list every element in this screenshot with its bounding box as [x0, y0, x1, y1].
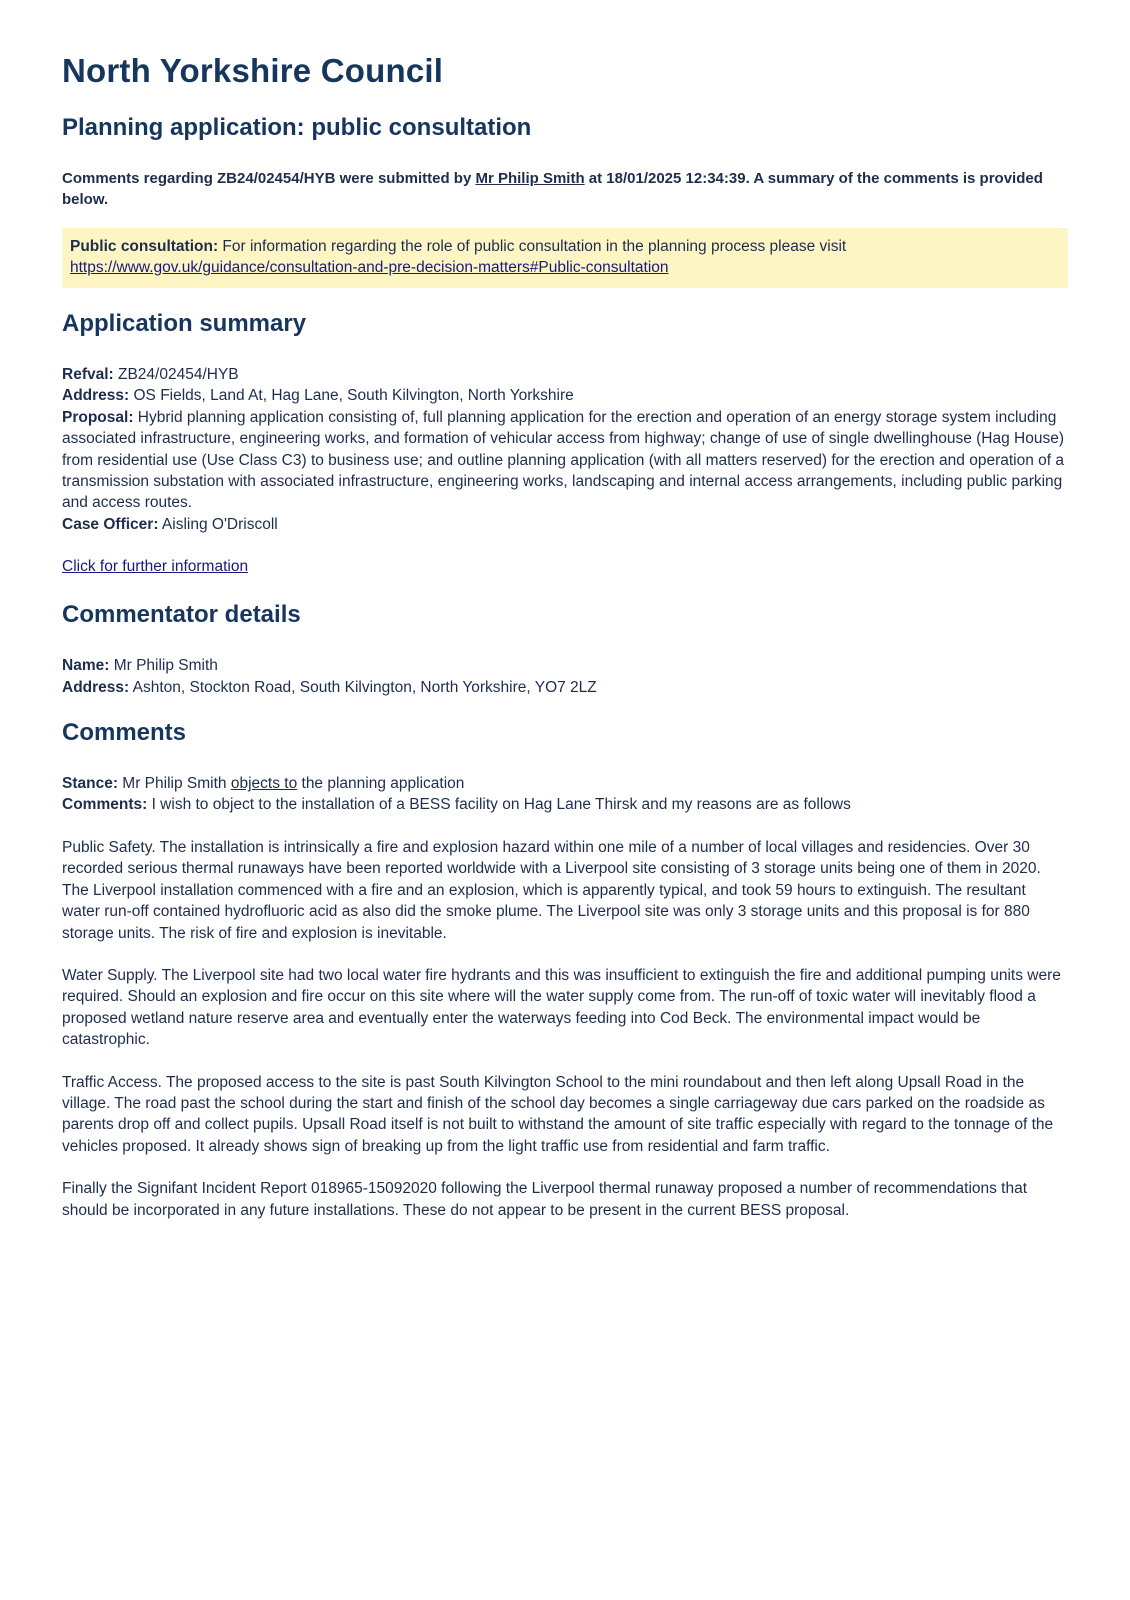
comments-label: Comments:: [62, 796, 148, 814]
submission-intro: [62, 168, 1068, 210]
commentator-details-heading: Commentator details: [62, 601, 301, 629]
refval-row: [62, 364, 1068, 385]
notice-label: Public consultation:: [70, 238, 219, 255]
address-value: OS Fields, Land At, Hag Lane, South Kilvington, North Yorkshire: [129, 387, 574, 405]
address-row: [62, 385, 1068, 406]
stance-row: [62, 773, 1068, 794]
case-officer-value: Aisling O'Driscoll: [158, 515, 278, 533]
commentator-address-row: [62, 677, 1068, 698]
commentator-details: [62, 655, 1068, 698]
proposal-value: Hybrid planning application consisting of, full planning application for the erection and operation of an energy storage system including associated infrastructure, engineering works, and formation of vehicular access from highway; change of use of single dwellinghouse (Hag House) from residential use (Use Class C3) to business use; and outline planning application (with all matters reserved) for the erection and operation of a transmission substation with associated infrastructure, engineering works, landscaping and internal access arrangements, including public parking and access routes.: [62, 408, 1065, 512]
proposal-row: [62, 407, 1068, 514]
refval-value: ZB24/02454/HYB: [113, 366, 239, 383]
stance-prefix: Mr Philip Smith: [118, 775, 231, 793]
stance-suffix: the planning application: [297, 775, 465, 793]
case-officer-row: [62, 514, 1068, 535]
refval-label: Refval:: [62, 366, 114, 383]
name-label: Name:: [62, 657, 110, 675]
intro-suffix: at 18/01/2025 12:34:39. A summary of the comments is provided below.: [62, 170, 1043, 208]
comments-intro: I wish to object to the installation of a BESS facility on Hag Lane Thirsk and my reasons are as follows: [147, 796, 851, 814]
public-consultation-notice: [62, 228, 1068, 288]
address-label: Address:: [62, 387, 130, 405]
intro-prefix: Comments regarding ZB24/02454/HYB were submitted by: [62, 170, 476, 187]
submitter-link[interactable]: Mr Philip Smith: [475, 170, 585, 187]
page-subtitle: Planning application: public consultation: [62, 114, 532, 141]
name-value: Mr Philip Smith: [109, 657, 218, 675]
notice-text: For information regarding the role of public consultation in the planning process please visit: [218, 238, 847, 255]
application-summary-heading: Application summary: [62, 310, 307, 337]
further-information-link[interactable]: Click for further information: [62, 558, 249, 576]
comment-paragraph-finally: Finally the Signifant Incident Report 018965-15092020 following the Liverpool thermal runaway proposed a number of recommendations that should be incorporated in any future installations. These do not appear to be present in the current BESS proposal.: [62, 1180, 1028, 1219]
stance-label: Stance:: [62, 775, 118, 793]
case-officer-label: Case Officer:: [62, 515, 159, 533]
comments-heading: Comments: [62, 719, 187, 747]
commentator-address-label: Address:: [62, 678, 130, 696]
stance-value: objects to: [230, 775, 298, 793]
application-details: [62, 364, 1068, 535]
council-title: North Yorkshire Council: [62, 52, 444, 89]
commentator-address-value: Ashton, Stockton Road, South Kilvington, North Yorkshire, YO7 2LZ: [129, 678, 597, 696]
comment-paragraph-water-supply: Water Supply. The Liverpool site had two local water fire hydrants and this was insufficient to extinguish the fire and additional pumping units were required. Should an explosion and fire occur on this site where will the water supply come from. The run-off of toxic water will inevitably flood a proposed wetland nature reserve area and eventually enter the waterways feeding into Cod Beck. The environmental impact would be catastrophic.: [62, 966, 1061, 1049]
comment-paragraph-public-safety: Public Safety. The installation is intrinsically a fire and explosion hazard within one mile of a number of local villages and residencies. Over 30 recorded serious thermal runaways have been reported worldwide with a Liverpool site consisting of 3 storage units being one of them in 2020. The Liverpool installation commenced with a fire and an explosion, which is apparently typical, and took 59 hours to extinguish. The resultant water run-off contained hydrofluoric acid as also did the smoke plume. The Liverpool site was only 3 storage units and this proposal is for 880 storage units. The risk of fire and explosion is inevitable.: [62, 838, 1041, 942]
comments-row: [62, 794, 1068, 815]
comment-paragraph-traffic-access: Traffic Access. The proposed access to the site is past South Kilvington School to the mini roundabout and then left along Upsall Road in the village. The road past the school during the start and finish of the school day becomes a single carriageway due cars parked on the roadside as parents drop off and collect pupils. Upsall Road itself is not built to withstand the amount of site traffic especially with regard to the tonnage of the vehicles proposed. It already shows sign of breaking up from the light traffic use from residential and farm traffic.: [62, 1073, 1054, 1155]
proposal-label: Proposal:: [62, 408, 134, 426]
commentator-name-row: [62, 655, 1068, 676]
guidance-link[interactable]: https://www.gov.uk/guidance/consultation-and-pre-decision-matters#Public-consultation: [70, 259, 669, 276]
stance-block: [62, 773, 1068, 816]
